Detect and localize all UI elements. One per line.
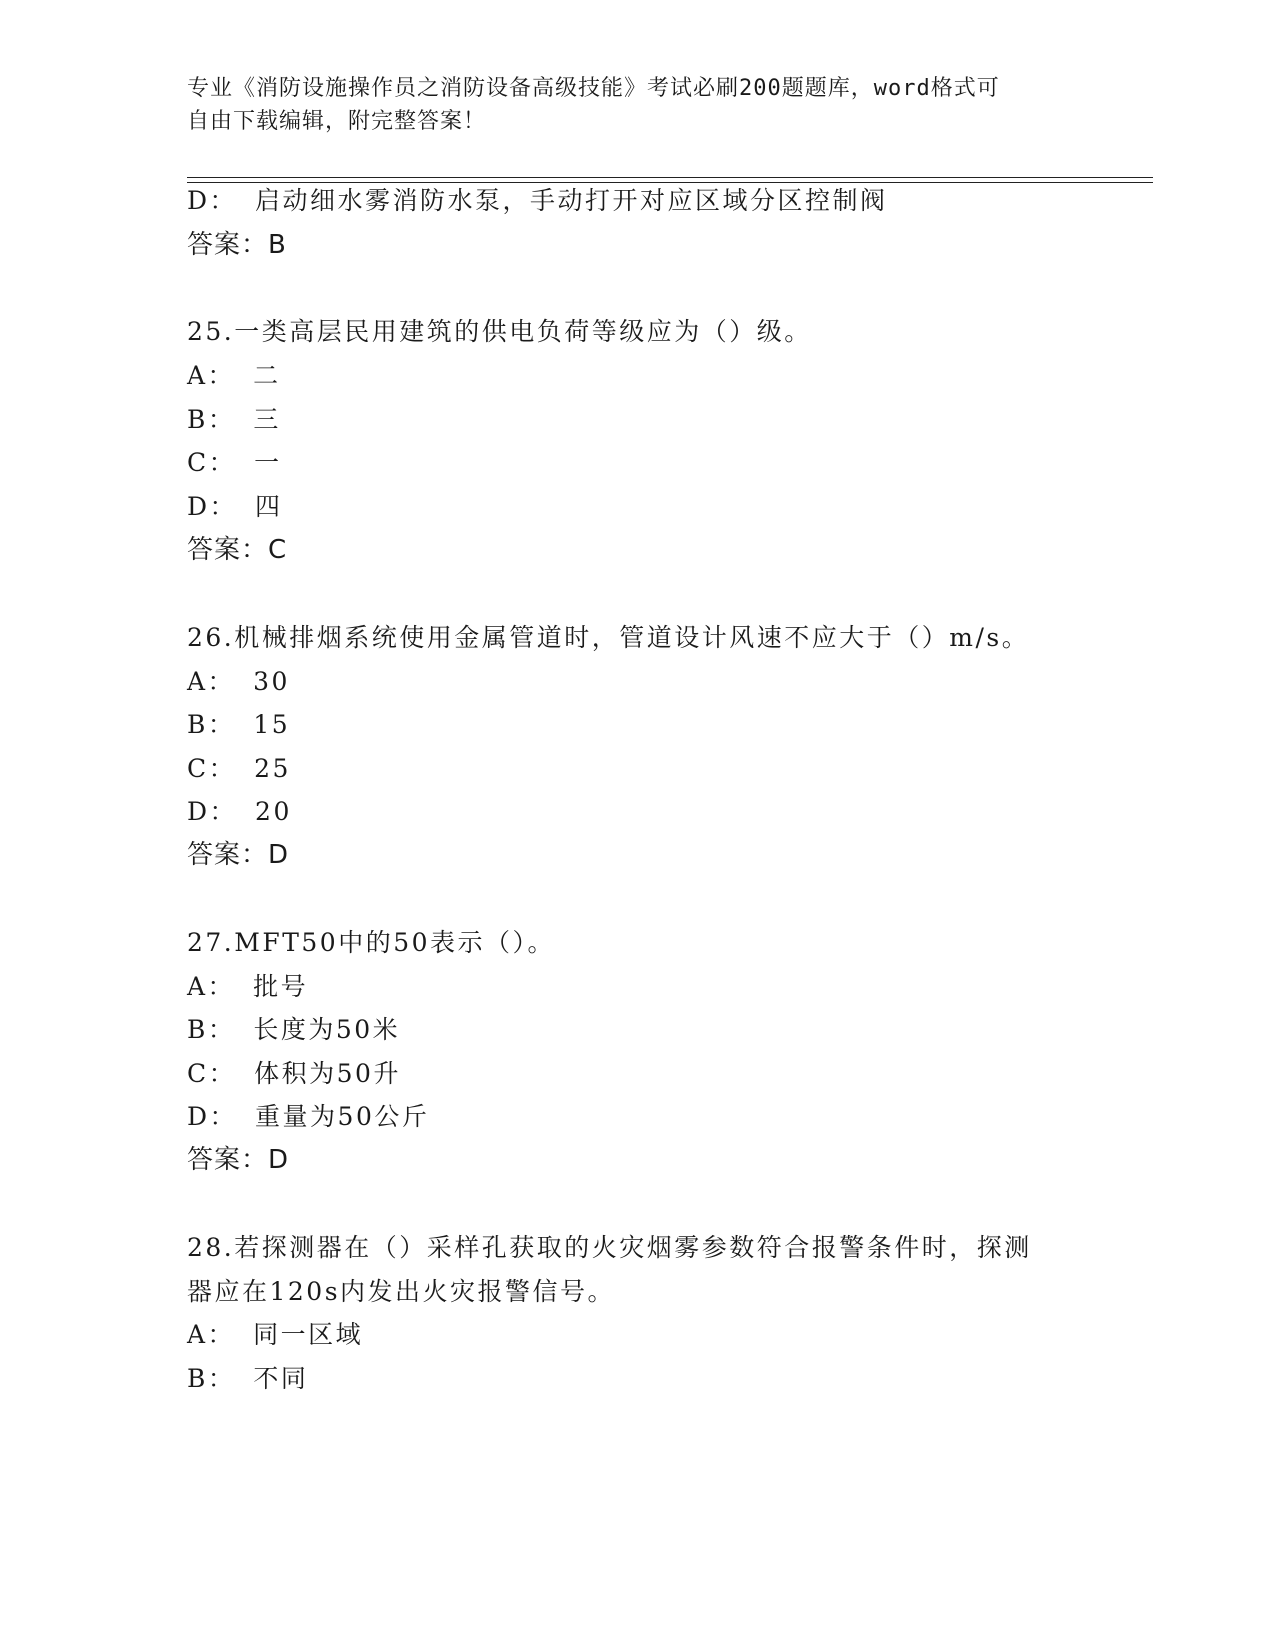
- question-stem: 27.MFT50中的50表示（）。: [187, 928, 556, 957]
- option-text: 三: [253, 405, 281, 434]
- option-text: 重量为50公斤: [255, 1102, 430, 1131]
- option-text: 四: [255, 492, 283, 521]
- option-c: [187, 752, 291, 786]
- option-label: A：: [187, 667, 236, 696]
- answer-line: 答案：C: [187, 535, 288, 565]
- option-c: [187, 446, 282, 480]
- option-b: [187, 403, 281, 437]
- option-label: A：: [187, 1320, 236, 1349]
- header-divider: [187, 177, 1153, 183]
- option-text: 体积为50升: [254, 1059, 401, 1088]
- option-label: B：: [187, 1015, 236, 1044]
- option-a: [187, 970, 308, 1004]
- option-text: 不同: [253, 1364, 309, 1393]
- option-text: 30: [253, 667, 290, 696]
- option-text: 15: [253, 710, 291, 739]
- option-text: 25: [254, 754, 291, 783]
- option-label: D：: [187, 797, 238, 826]
- option-label: B：: [187, 405, 236, 434]
- option-label: D：: [187, 1102, 238, 1131]
- option-label: A：: [187, 972, 236, 1001]
- option-label: B：: [187, 1364, 236, 1393]
- option-label: C：: [187, 754, 237, 783]
- option-text: 批号: [253, 972, 309, 1001]
- option-label: D：: [187, 492, 238, 521]
- option-b: [187, 1362, 308, 1396]
- option-a: [187, 1318, 363, 1352]
- option-d: [187, 184, 888, 218]
- option-label: B：: [187, 710, 236, 739]
- option-text: 启动细水雾消防水泵，手动打开对应区域分区控制阀: [255, 186, 888, 215]
- question-stem: 26.机械排烟系统使用金属管道时，管道设计风速不应大于（）m/s。: [187, 623, 1030, 652]
- answer-line: 答案：D: [187, 840, 290, 870]
- document-header: [187, 72, 1067, 138]
- answer-line: 答案：B: [187, 230, 287, 260]
- option-text: 二: [253, 361, 281, 390]
- question-stem-line-2: 器应在120s内发出火灾报警信号。: [187, 1277, 616, 1306]
- option-label: D：: [187, 186, 238, 215]
- answer-line: 答案：D: [187, 1145, 290, 1175]
- option-label: C：: [187, 1059, 237, 1088]
- header-title-line-1: 专业《消防设施操作员之消防设备高级技能》考试必刷200题题库，word格式可: [187, 76, 1000, 101]
- option-label: C：: [187, 448, 237, 477]
- option-text: 20: [255, 797, 292, 826]
- option-b: [187, 1013, 400, 1047]
- option-text: 同一区域: [253, 1320, 364, 1349]
- option-a: [187, 359, 281, 393]
- option-b: [187, 708, 290, 742]
- option-d: [187, 490, 283, 524]
- option-label: A：: [187, 361, 236, 390]
- question-stem-line-1: 28.若探测器在（）采样孔获取的火灾烟雾参数符合报警条件时，探测: [187, 1233, 1032, 1262]
- option-a: [187, 665, 290, 699]
- option-text: 长度为50米: [253, 1015, 401, 1044]
- option-c: [187, 1057, 401, 1091]
- option-d: [187, 795, 292, 829]
- option-text: 一: [254, 448, 282, 477]
- question-stem: 25.一类高层民用建筑的供电负荷等级应为（）级。: [187, 317, 812, 346]
- option-d: [187, 1100, 429, 1134]
- header-title-line-2: 自由下载编辑，附完整答案！: [187, 109, 487, 134]
